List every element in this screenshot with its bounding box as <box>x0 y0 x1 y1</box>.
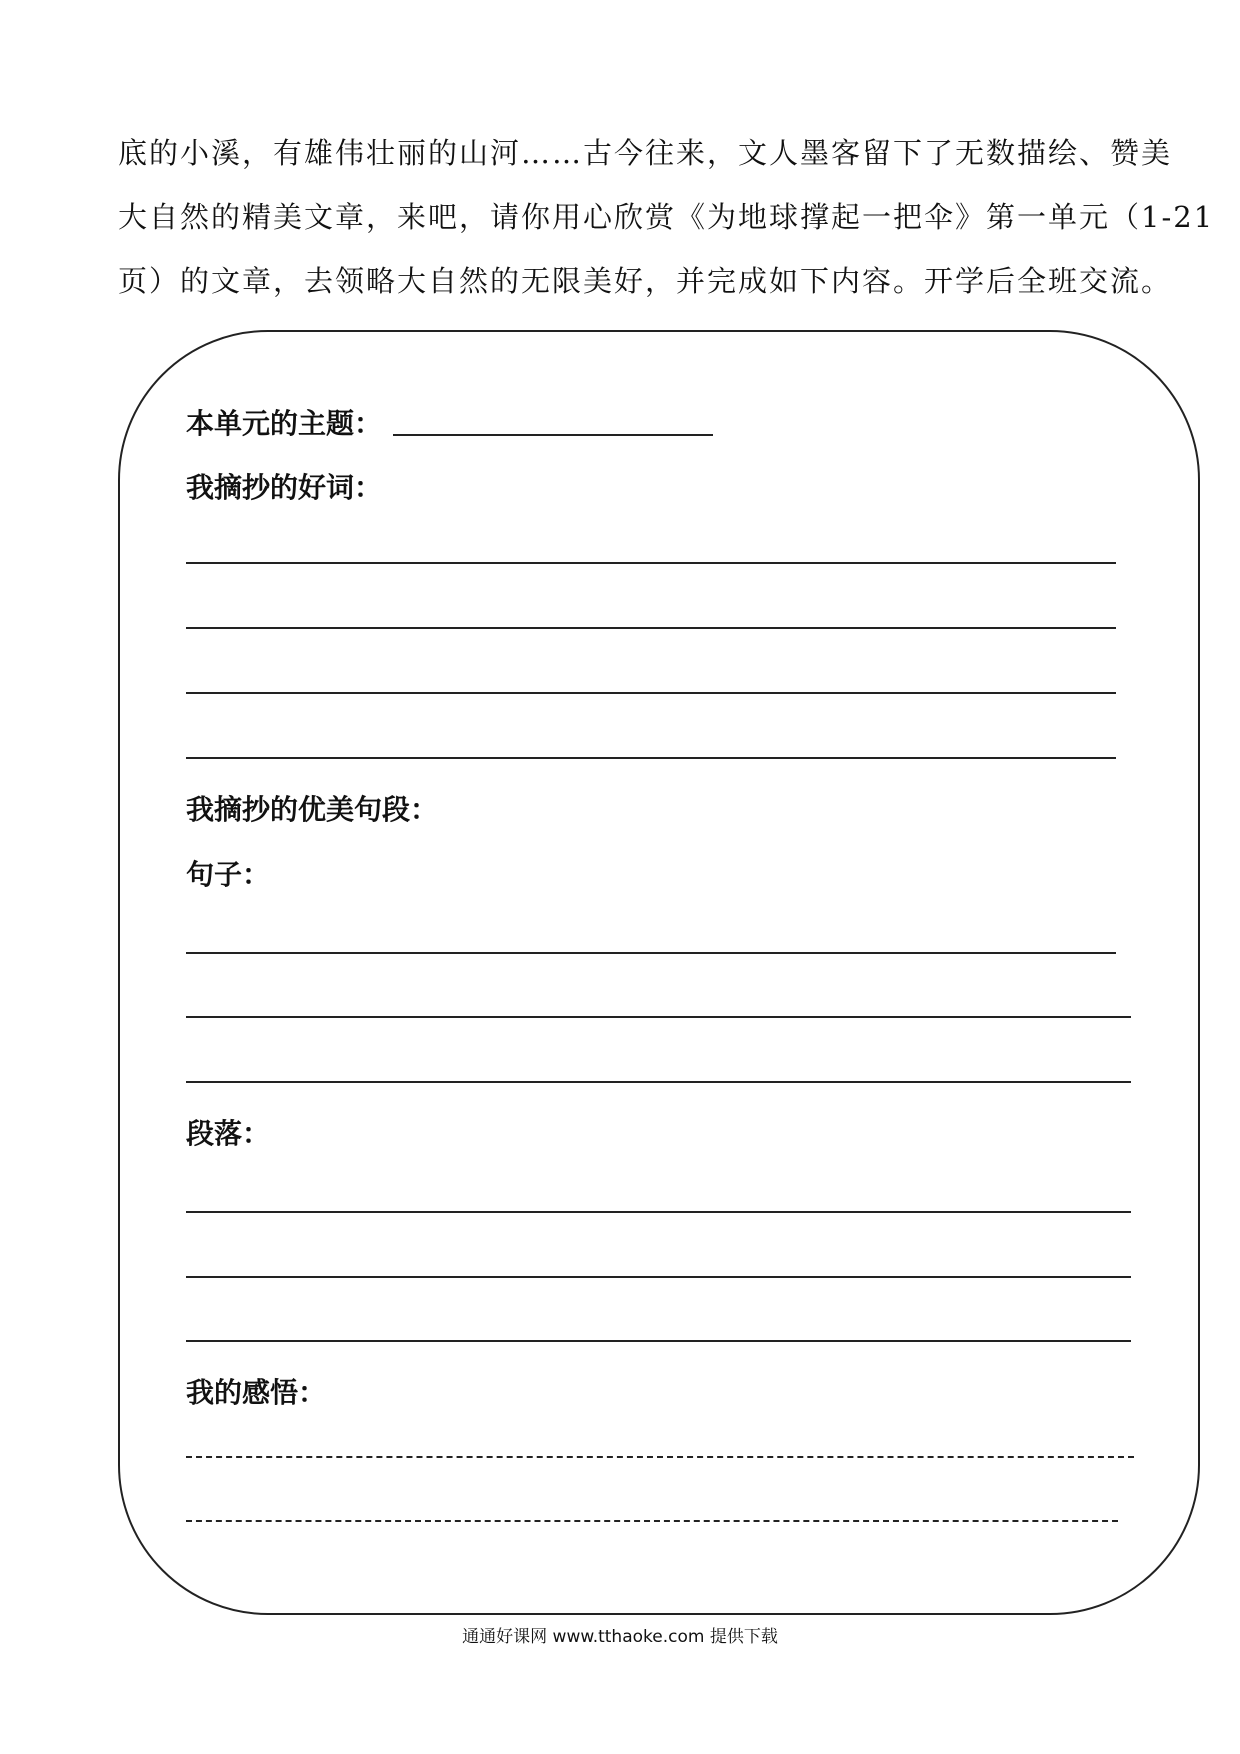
reflection-label: 我的感悟： <box>186 1376 327 1409</box>
paragraph-label: 段落： <box>186 1117 271 1150</box>
worksheet-frame <box>118 330 1200 1615</box>
footer-source: 通通好课网 www.tthaoke.com 提供下载 <box>462 1627 778 1647</box>
paragraph-answer-line[interactable] <box>186 1276 1131 1278</box>
sentence-answer-line[interactable] <box>186 1016 1131 1018</box>
words-answer-line[interactable] <box>186 692 1116 694</box>
words-label: 我摘抄的好词： <box>186 471 383 504</box>
theme-label: 本单元的主题： <box>186 407 383 440</box>
words-answer-line[interactable] <box>186 627 1116 629</box>
paragraph-answer-line[interactable] <box>186 1340 1131 1342</box>
words-answer-line[interactable] <box>186 757 1116 759</box>
theme-answer-line[interactable] <box>393 434 713 436</box>
intro-text-line-3: 页）的文章，去领略大自然的无限美好，并完成如下内容。开学后全班交流。 <box>118 264 1173 298</box>
sentence-answer-line[interactable] <box>186 1081 1131 1083</box>
intro-text-line-2: 大自然的精美文章，来吧，请你用心欣赏《为地球撑起一把伞》第一单元（1-21 <box>118 200 1215 234</box>
paragraph-answer-line[interactable] <box>186 1211 1131 1213</box>
sentence-label: 句子： <box>186 858 271 891</box>
passages-label: 我摘抄的优美句段： <box>186 793 439 826</box>
words-answer-line[interactable] <box>186 562 1116 564</box>
intro-text-line-1: 底的小溪，有雄伟壮丽的山河……古今往来，文人墨客留下了无数描绘、赞美 <box>118 136 1173 170</box>
sentence-answer-line[interactable] <box>186 952 1116 954</box>
reflection-answer-line[interactable] <box>186 1520 1118 1522</box>
reflection-answer-line[interactable] <box>186 1456 1134 1458</box>
